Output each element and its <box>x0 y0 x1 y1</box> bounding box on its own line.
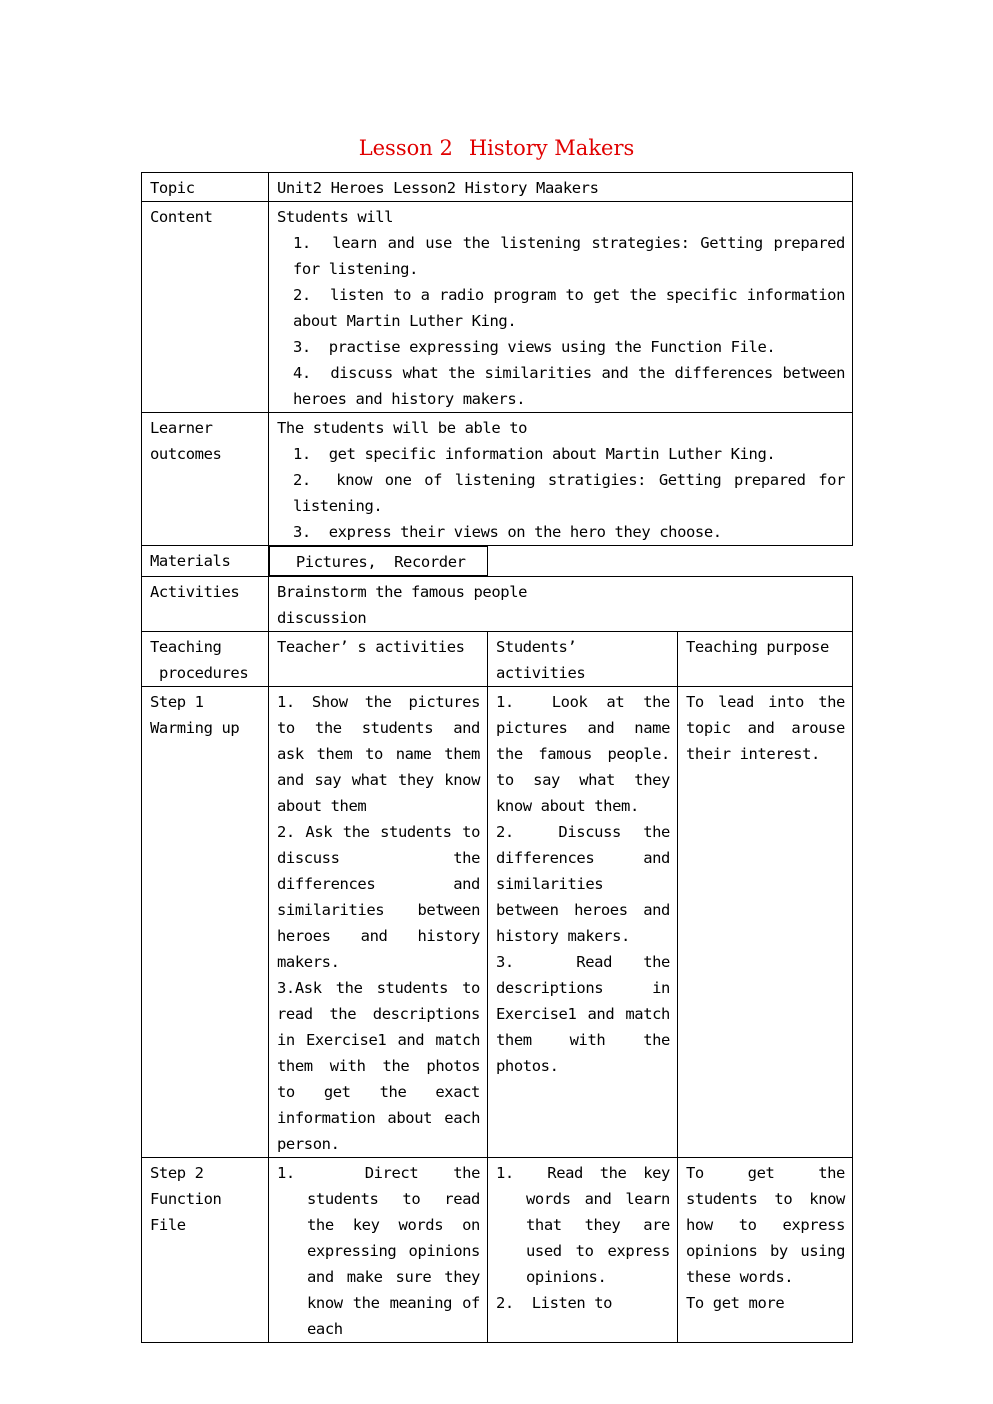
step2-teacher-item: 1. Direct the students to read the key words on expressing opinions and make sure they know the meaning of each <box>277 1164 489 1338</box>
content-item: 1. learn and use the listening strategies: Getting prepared for listening. <box>293 234 854 278</box>
step2-student-item: 2. Listen to <box>496 1294 613 1312</box>
materials-value: Pictures, Recorder <box>269 546 488 576</box>
outcomes-row <box>142 413 853 546</box>
outcomes-cell <box>269 413 853 546</box>
outcomes-intro: The students will be able to <box>277 419 528 437</box>
step2-purpose-item: To get more <box>686 1294 785 1312</box>
lesson-plan-table <box>141 172 853 1343</box>
materials-row <box>142 546 853 577</box>
step1-teacher <box>269 687 488 1158</box>
step1-teacher-item: 2. Ask the students to discuss the differences and similarities between heroes and history makers. <box>277 823 489 971</box>
teacher-activities-header: Teacher’ s activities <box>269 632 488 687</box>
page-title <box>0 136 993 160</box>
title-lesson-name: History Makers <box>468 136 635 160</box>
step1-student-item: 3. Read the descriptions in Exercise1 and match them with the photos. <box>496 953 679 1075</box>
teaching-purpose-header: Teaching purpose <box>678 632 853 687</box>
title-lesson-number: Lesson 2 <box>358 136 453 160</box>
activities-cell: Brainstorm the famous people discussion <box>269 577 853 632</box>
step2-purpose <box>678 1158 853 1343</box>
activities-label: Activities <box>142 577 269 632</box>
step1-teacher-item: 1. Show the pictures to the students and ask them to name them and say what they know about them <box>277 693 489 815</box>
step2-row <box>142 1158 853 1343</box>
step2-student-item: 1. Read the key words and learn that they are used to express opinions. <box>496 1164 679 1286</box>
content-row <box>142 202 853 413</box>
step2-teacher <box>269 1158 488 1343</box>
step1-label: Step 1 Warming up <box>142 687 269 1158</box>
outcome-item: 1. get specific information about Martin Luther King. <box>293 445 776 463</box>
content-item: 4. discuss what the similarities and the differences between heroes and history makers. <box>293 364 854 408</box>
materials-label: Materials <box>142 546 269 577</box>
students-activities-header: Students’ activities <box>488 632 678 687</box>
step2-students <box>488 1158 678 1343</box>
step1-row <box>142 687 853 1158</box>
procedures-header-row <box>142 632 853 687</box>
step1-student-item: 1. Look at the pictures and name the famous people. to say what they know about them. <box>496 693 679 815</box>
step1-purpose: To lead into the topic and arouse their interest. <box>678 687 853 1158</box>
content-item: 2. listen to a radio program to get the specific information about Martin Luther King. <box>293 286 854 330</box>
content-label: Content <box>142 202 269 413</box>
outcome-item: 2. know one of listening stratigies: Getting prepared for listening. <box>293 471 854 515</box>
topic-row <box>142 173 853 202</box>
outcomes-label: Learner outcomes <box>142 413 269 546</box>
content-cell <box>269 202 853 413</box>
step2-purpose-item: To get the students to know how to express opinions by using these words. <box>686 1164 854 1286</box>
step1-students <box>488 687 678 1158</box>
topic-value: Unit2 Heroes Lesson2 History Maakers <box>269 173 853 202</box>
topic-label: Topic <box>142 173 269 202</box>
activities-row <box>142 577 853 632</box>
content-intro: Students will <box>277 208 394 226</box>
outcome-item: 3. express their views on the hero they choose. <box>293 523 722 541</box>
content-item: 3. practise expressing views using the Function File. <box>293 338 776 356</box>
step1-teacher-item: 3.Ask the students to read the descriptions in Exercise1 and match them with the photos to get the exact information about each person. <box>277 979 489 1153</box>
procedures-label: Teaching procedures <box>142 632 269 687</box>
step1-student-item: 2. Discuss the differences and similarities between heroes and history makers. <box>496 823 679 945</box>
step2-label: Step 2 Function File <box>142 1158 269 1343</box>
